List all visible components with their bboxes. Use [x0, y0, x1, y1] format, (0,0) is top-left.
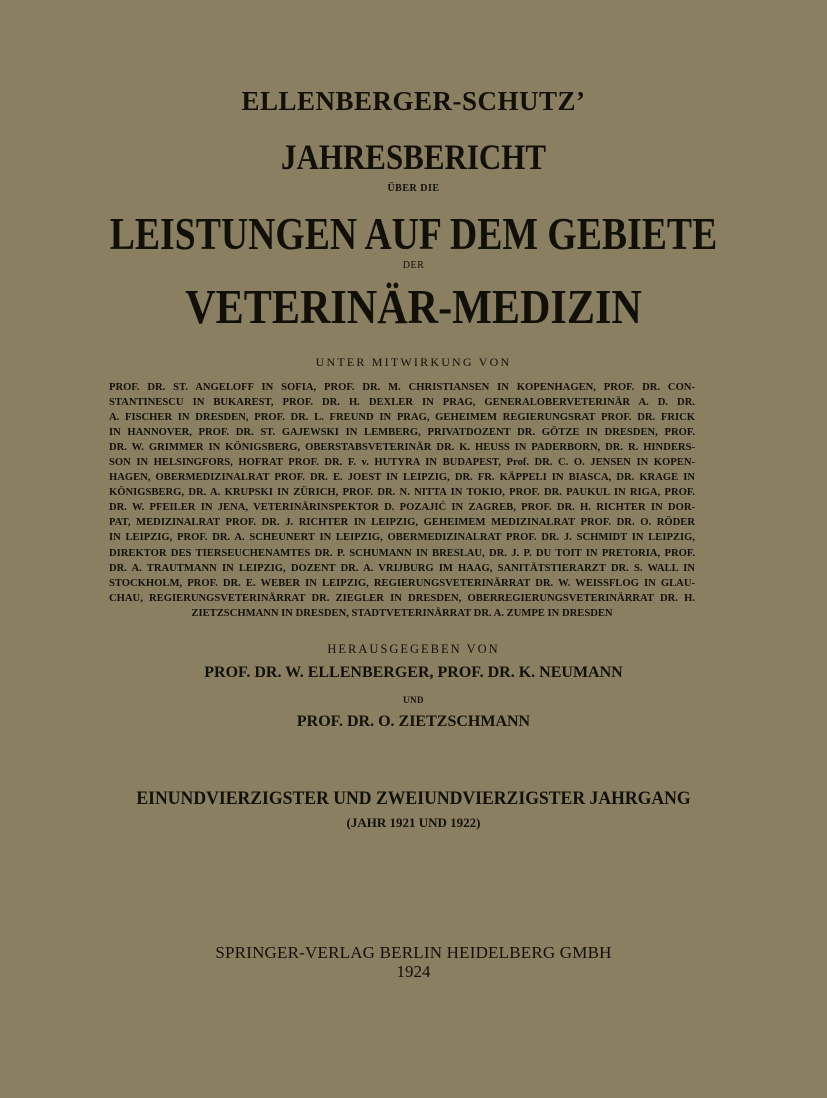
connector-der-text: DER	[402, 260, 425, 271]
contributors-line: HAGEN, OBERMEDIZINALRAT PROF. DR. E. JOEST IN LEIPZIG, DR. FR. KÄPPELI IN BIASCA, DR. KRAGE IN	[109, 472, 695, 484]
contributors-line: DR. W. GRIMMER IN KÖNIGSBERG, OBERSTABSVETERINÄR DR. K. HEUSS IN PADERBORN, DR. R. HINDERS-	[109, 442, 695, 454]
contributors-line: PAT, MEDIZINALRAT PROF. DR. J. RICHTER IN LEIPZIG, GEHEIMEM MEDIZINALRAT PROF. DR. O. RÖDER	[109, 517, 695, 529]
contributors-line: SON IN HELSINGFORS, HOFRAT PROF. DR. F. v. HUTYRA IN BUDAPEST, Prof. DR. C. O. JENSEN IN KOPEN-	[109, 457, 695, 469]
contributors-line: STOCKHOLM, PROF. DR. E. WEBER IN LEIPZIG, REGIERUNGSVETERINÄRRAT DR. W. WEISSFLOG IN GLAU-	[109, 577, 695, 589]
connector-ueber-die	[0, 183, 827, 194]
contributors-line: CHAU, REGIERUNGSVETERINÄRRAT DR. ZIEGLER IN DRESDEN, OBERREGIERUNGSVETERINÄRRAT DR. H.	[109, 592, 695, 604]
editors-line-1	[0, 664, 827, 682]
volume-title	[29, 788, 798, 810]
editors-line-2-text: PROF. DR. O. ZIETZSCHMANN	[296, 713, 531, 730]
connector-der	[0, 260, 827, 271]
contributors-line: DIREKTOR DES TIERSEUCHENAMTES DR. P. SCHUMANN IN BRESLAU, DR. J. P. DU TOIT IN PRETORIA, PROF.	[109, 547, 695, 559]
editors-connector-text: UND	[403, 695, 424, 705]
editors-line-1-text: PROF. DR. W. ELLENBERGER, PROF. DR. K. NEUMANN	[204, 664, 623, 681]
editors-line-2	[0, 713, 827, 731]
contributors-line: ZIETZSCHMANN IN DRESDEN, STADTVETERINÄRRAT DR. A. ZUMPE IN DRESDEN	[191, 607, 613, 619]
volume-years	[0, 815, 827, 831]
publication-year-text: 1924	[396, 962, 431, 981]
contributors-line: IN HANNOVER, PROF. DR. ST. GAJEWSKI IN LEMBERG, PRIVATDOZENT DR. GÖTZE IN DRESDEN, PROF.	[109, 427, 695, 439]
series-title	[0, 86, 827, 117]
volume-years-text: (JAHR 1921 UND 1922)	[346, 815, 481, 830]
editors-heading-text: HERAUSGEGEBEN VON	[327, 642, 500, 656]
volume-title-text: EINUNDVIERZIGSTER UND ZWEIUNDVIERZIGSTER JAHRGANG	[136, 788, 691, 809]
subject-line-2	[58, 278, 769, 335]
contributors-list	[109, 380, 695, 621]
contributors-line: DR. W. PFEILER IN JENA, VETERINÄRINSPEKTOR D. POZAJIĆ IN ZAGREB, PROF. DR. H. RICHTER IN DOR-	[109, 502, 695, 514]
contributors-line: PROF. DR. ST. ANGELOFF IN SOFIA, PROF. DR. M. CHRISTIANSEN IN KOPENHAGEN, PROF. DR. CON-	[109, 382, 695, 393]
publication-year	[0, 962, 827, 982]
editors-heading	[0, 642, 827, 657]
contributors-line: STANTINESCU IN BUKAREST, PROF. DR. H. DEXLER IN PRAG, GENERALOBERVETERINÄR A. D. DR.	[109, 397, 695, 409]
contributors-line: IN LEIPZIG, PROF. DR. A. SCHEUNERT IN LEIPZIG, OBERMEDIZINALRAT PROF. DR. J. SCHMIDT IN LEIPZIG,	[109, 532, 695, 544]
series-title-text: ELLENBERGER-SCHUTZ’	[241, 86, 586, 116]
editors-connector	[0, 695, 827, 705]
collaboration-heading-text: UNTER MITWIRKUNG VON	[315, 355, 512, 369]
connector-ueber-die-text: ÜBER DIE	[387, 183, 440, 194]
collaboration-heading	[0, 355, 827, 370]
subject-line-2-text: VETERINÄR-MEDIZIN	[185, 279, 642, 334]
main-title-text: JAHRESBERICHT	[281, 137, 546, 177]
publisher	[0, 943, 827, 963]
publisher-text: SPRINGER-VERLAG BERLIN HEIDELBERG GMBH	[215, 943, 612, 962]
main-title	[58, 136, 769, 178]
contributors-line: KÖNIGSBERG, DR. A. KRUPSKI IN ZÜRICH, PROF. DR. N. NITTA IN TOKIO, PROF. DR. PAUKUL IN RIGA, PROF.	[109, 487, 695, 499]
subject-line-1-text: LEISTUNGEN AUF DEM GEBIETE	[109, 208, 718, 259]
subject-line-1	[74, 207, 752, 260]
contributors-line: A. FISCHER IN DRESDEN, PROF. DR. L. FREUND IN PRAG, GEHEIMEM REGIERUNGSRAT PROF. DR. FRICK	[109, 412, 695, 424]
contributors-line: DR. A. TRAUTMANN IN LEIPZIG, DOZENT DR. A. VRIJBURG IM HAAG, SANITÄTSTIERARZT DR. S. WALL IN	[109, 562, 695, 574]
